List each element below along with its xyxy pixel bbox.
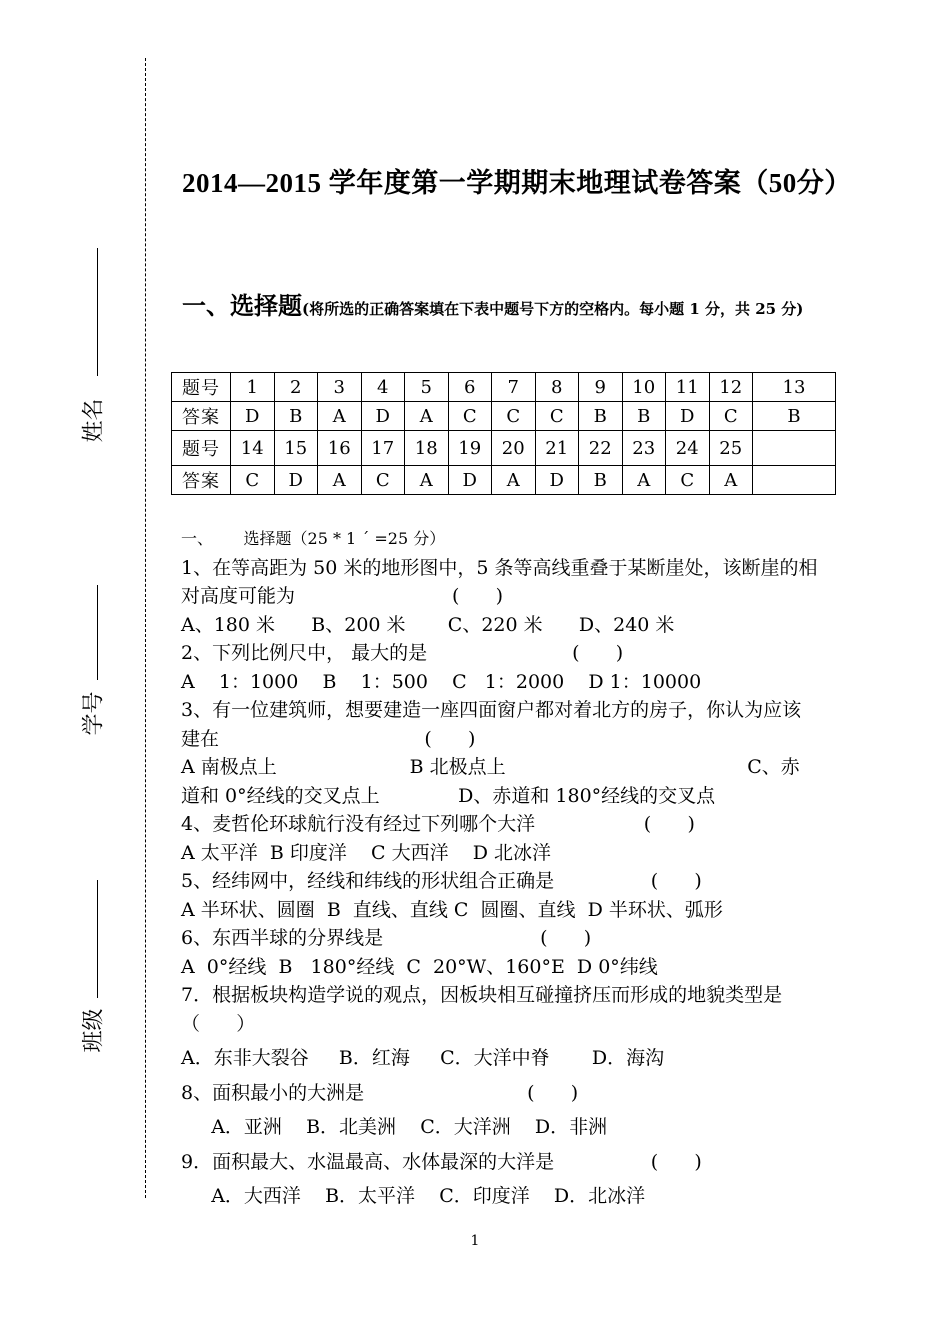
table-cell: 4 — [361, 373, 405, 402]
table-row — [172, 402, 836, 431]
table-cell: A — [709, 466, 753, 495]
question-line: 道和 0°经线的交叉点上 D、赤道和 180°经线的交叉点 — [181, 784, 716, 807]
table-cell: 21 — [535, 431, 579, 466]
table-cell: D — [231, 402, 275, 431]
table-cell — [753, 431, 836, 466]
question-line: A 0°经线 B 180°经线 C 20°W、160°E D 0°纬线 — [181, 955, 658, 978]
question-line: 3、有一位建筑师，想要建造一座四面窗户都对着北方的房子，你认为应该 — [181, 699, 802, 721]
table-cell: D — [274, 466, 318, 495]
question-line: A．大西洋 B．太平洋 C．印度洋 D．北冰洋 — [181, 1185, 646, 1207]
table-cell: A — [622, 466, 666, 495]
table-cell: 9 — [579, 373, 623, 402]
table-cell: A — [405, 402, 449, 431]
table-cell: 12 — [709, 373, 753, 402]
table-cell: 2 — [274, 373, 318, 402]
table-cell: A — [318, 466, 362, 495]
table-cell: 10 — [622, 373, 666, 402]
table-cell: B — [753, 402, 836, 431]
question-line: 建在 ( ) — [181, 727, 476, 750]
table-cell: 18 — [405, 431, 449, 466]
table-cell: A — [405, 466, 449, 495]
page-number: 1 — [470, 1233, 480, 1249]
table-header-cell: 答案 — [172, 402, 231, 431]
class-blank-line — [97, 880, 98, 998]
table-cell: 5 — [405, 373, 449, 402]
table-cell: 3 — [318, 373, 362, 402]
table-cell: C — [492, 402, 536, 431]
table-cell: B — [622, 402, 666, 431]
question-line: 2、下列比例尺中， 最大的是 ( ) — [181, 642, 624, 664]
table-cell: 16 — [318, 431, 362, 466]
table-cell: C — [535, 402, 579, 431]
section-heading — [182, 283, 872, 332]
question-line: 5、经纬网中，经线和纬线的形状组合正确是 ( ) — [181, 870, 702, 892]
question-list — [181, 525, 871, 1211]
name-label: 姓名 — [81, 398, 107, 443]
question-line: A 半环状、圆圈 B 直线、直线 C 圆圈、直线 D 半环状、弧形 — [181, 898, 723, 921]
student-id-blank-line — [97, 585, 98, 680]
question-line: A．东非大裂谷 B．红海 C．大洋中脊 D．海沟 — [181, 1047, 665, 1069]
table-cell: 1 — [231, 373, 275, 402]
table-cell: 17 — [361, 431, 405, 466]
table-cell: 8 — [535, 373, 579, 402]
question-line: A 南极点上 B 北极点上 C、赤 — [181, 756, 800, 778]
questions-subheading: 一、 选择题（25 * 1 ´ =25 分） — [181, 529, 446, 548]
table-cell — [753, 466, 836, 495]
question-line: A 太平洋 B 印度洋 C 大西洋 D 北冰洋 — [181, 841, 552, 864]
table-cell: 11 — [666, 373, 710, 402]
table-cell: 24 — [666, 431, 710, 466]
question-line: 8、面积最小的大洲是 ( ) — [181, 1081, 579, 1104]
class-label: 班级 — [81, 1008, 107, 1053]
table-cell: 13 — [753, 373, 836, 402]
question-line: 9．面积最大、水温最高、水体最深的大洋是 ( ) — [181, 1150, 702, 1173]
table-header-cell: 题号 — [172, 373, 231, 402]
table-row — [172, 431, 836, 466]
section-title: 一、选择题 — [182, 291, 302, 320]
table-cell: A — [492, 466, 536, 495]
question-line: 1、在等高距为 50 米的地形图中，5 条等高线重叠于某断崖处，该断崖的相 — [181, 556, 818, 579]
name-blank-line — [97, 248, 98, 376]
table-cell: 25 — [709, 431, 753, 466]
table-cell: C — [709, 402, 753, 431]
question-line: 7．根据板块构造学说的观点，因板块相互碰撞挤压而形成的地貌类型是 — [181, 984, 783, 1006]
table-header-cell: 题号 — [172, 431, 231, 466]
table-cell: 23 — [622, 431, 666, 466]
table-cell: B — [274, 402, 318, 431]
table-cell: D — [361, 402, 405, 431]
table-cell: B — [579, 402, 623, 431]
table-cell: D — [535, 466, 579, 495]
table-cell: 6 — [448, 373, 492, 402]
table-cell: C — [666, 466, 710, 495]
table-cell: C — [448, 402, 492, 431]
student-id-label: 学号 — [81, 691, 107, 736]
table-cell: D — [666, 402, 710, 431]
table-cell: 20 — [492, 431, 536, 466]
table-row — [172, 466, 836, 495]
table-cell: A — [318, 402, 362, 431]
table-cell: D — [448, 466, 492, 495]
table-cell: 7 — [492, 373, 536, 402]
question-line: 6、东西半球的分界线是 ( ) — [181, 927, 592, 949]
question-line: A 1：1000 B 1：500 C 1：2000 D 1：10000 — [181, 670, 702, 693]
question-line: A、180 米 B、200 米 C、220 米 D、240 米 — [181, 613, 675, 636]
section-note: (将所选的正确答案填在下表中题号下方的空格内。每小题 1 分，共 25 分) — [302, 300, 804, 318]
table-cell: C — [231, 466, 275, 495]
table-cell: 14 — [231, 431, 275, 466]
binding-dashed-line — [145, 58, 146, 1198]
table-cell: B — [579, 466, 623, 495]
question-line: （ ） — [181, 1012, 256, 1035]
question-line: A．亚洲 B．北美洲 C．大洋洲 D．非洲 — [181, 1116, 608, 1138]
question-line: 4、麦哲伦环球航行没有经过下列哪个大洋 ( ) — [181, 813, 695, 835]
question-line: 对高度可能为 ( ) — [181, 585, 504, 607]
table-cell: 19 — [448, 431, 492, 466]
table-header-cell: 答案 — [172, 466, 231, 495]
table-row — [172, 373, 836, 402]
table-cell: C — [361, 466, 405, 495]
table-cell: 22 — [579, 431, 623, 466]
page-title: 2014—2015 学年度第一学期期末地理试卷答案（50分） — [182, 168, 852, 198]
table-cell: 15 — [274, 431, 318, 466]
answer-table — [171, 372, 836, 495]
